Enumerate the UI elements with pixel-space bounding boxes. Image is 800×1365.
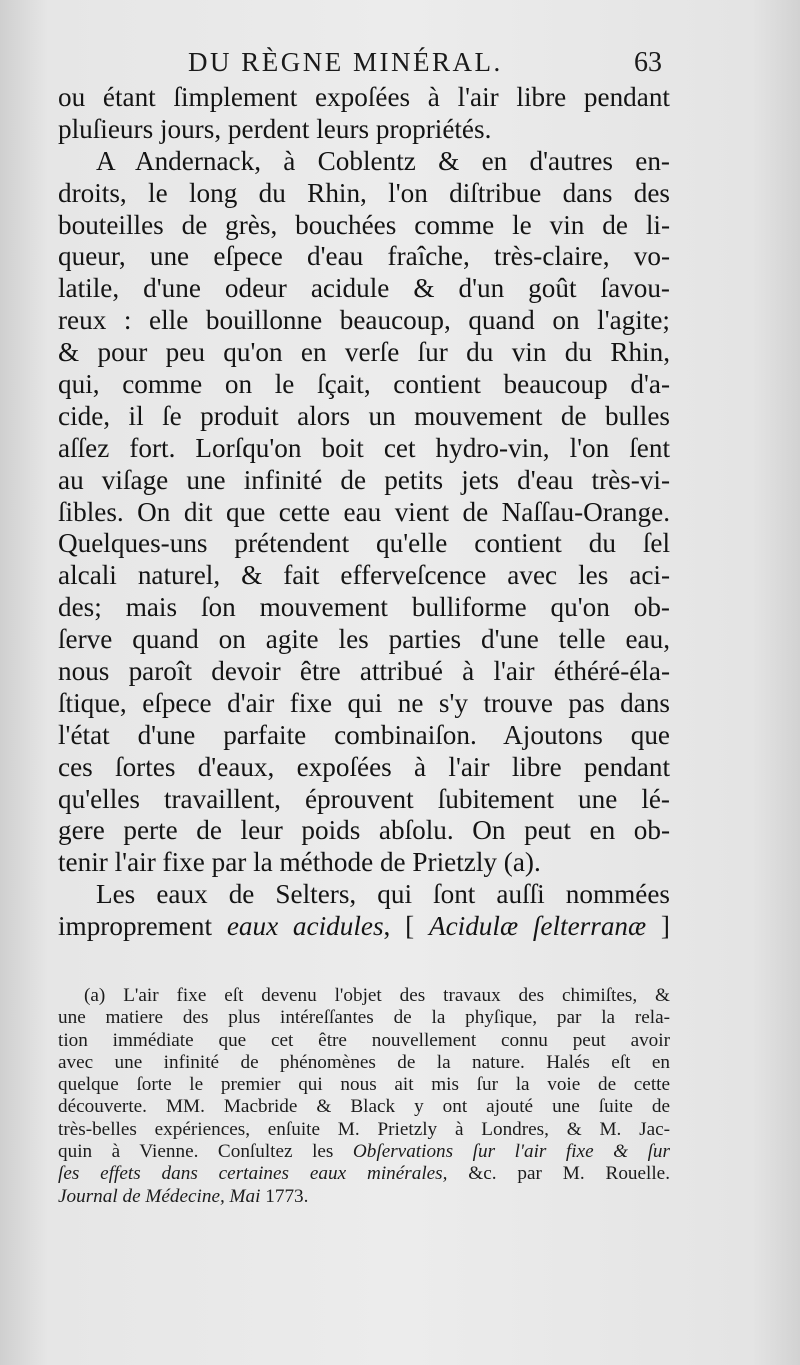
- italic-fragment: Journal de Médecine, Mai: [58, 1185, 261, 1207]
- text-fragment: , [: [383, 911, 429, 942]
- footnote-line: découverte. MM. Macbride & Black y ont ajouté une ſuite de: [58, 1096, 670, 1118]
- footnote-line: très-belles expériences, enſuite M. Prietzly à Londres, & M. Jac-: [58, 1118, 670, 1140]
- text-line: ces ſortes d'eaux, expoſées à l'air libre pendant: [58, 751, 670, 782]
- footnote: [58, 985, 670, 1208]
- text-line: ſtique, eſpece d'air fixe qui ne s'y trouve pas dans: [58, 687, 670, 718]
- text-line: ou étant ſimplement expoſées à l'air libre pendant: [58, 82, 670, 112]
- footnote-line: avec une infinité de phénomènes de la nature. Halés eſt en: [58, 1051, 670, 1073]
- text-line: tenir l'air fixe par la méthode de Prietzly (a).: [58, 847, 541, 878]
- text-line: cide, il ſe produit alors un mouvement de bulles: [58, 400, 670, 431]
- text-line: reux : elle bouillonne beaucoup, quand on l'agite;: [58, 305, 670, 336]
- text-line: l'état d'une parfaite combinaiſon. Ajoutons que: [58, 719, 670, 750]
- text-line: aſſez fort. Lorſqu'on boit cet hydro-vin, l'on ſent: [58, 432, 670, 463]
- italic-fragment: Obſervations ſur l'air fixe & ſur: [352, 1141, 670, 1163]
- text-line: gere perte de leur poids abſolu. On peut en ob-: [58, 815, 670, 846]
- footnote-line-mixed: [58, 1186, 670, 1208]
- text-line: A Andernack, à Coblentz & en d'autres en-: [96, 145, 670, 176]
- page-header: [58, 47, 662, 85]
- text-fragment: &c. par M. Rouelle.: [447, 1163, 670, 1185]
- running-title: DU RÈGNE MINÉRAL.: [188, 47, 503, 77]
- page-number: 63: [634, 47, 662, 78]
- footnote-line: tion immédiate que cet être nouvellement connu peut avoir: [58, 1029, 670, 1051]
- italic-fragment: ſes effets dans certaines eaux minérales,: [58, 1163, 448, 1185]
- footnote-line: une matiere des plus intéreſſantes de la phyſique, par la rela-: [58, 1007, 670, 1029]
- text-line: Les eaux de Selters, qui ſont auſſi nommées: [96, 879, 670, 910]
- text-line: des; mais ſon mouvement bulliforme qu'on ob-: [58, 592, 670, 623]
- text-fragment: ]: [646, 911, 670, 942]
- text-fragment: quin à Vienne. Conſultez les: [58, 1141, 353, 1163]
- text-line: qu'elles travaillent, éprouvent ſubitement une lé-: [58, 783, 670, 814]
- text-line: nous paroît devoir être attribué à l'air éthéré-éla-: [58, 656, 670, 687]
- footnote-line: (a) L'air fixe eſt devenu l'objet des travaux des chimiſtes, &: [84, 985, 670, 1006]
- footnote-line-mixed: [58, 1141, 670, 1163]
- text-fragment: improprement: [58, 911, 227, 942]
- text-line: qui, comme on le ſçait, contient beaucoup d'a-: [58, 369, 670, 400]
- text-line: au viſage une infinité de petits jets d'eau très-vi-: [58, 464, 670, 495]
- body-text: [58, 82, 670, 943]
- text-line: pluſieurs jours, perdent leurs propriétés.: [58, 113, 492, 144]
- footnote-line-mixed: [58, 1163, 670, 1185]
- text-line: alcali naturel, & fait effervеſcence avec les aci-: [58, 560, 670, 591]
- italic-fragment: Acidulæ ſelterranæ: [428, 911, 647, 942]
- text-line: ſerve quand on agite les parties d'une telle eau,: [58, 624, 670, 655]
- text-line: & pour peu qu'on en verſe ſur du vin du Rhin,: [58, 337, 670, 368]
- text-line: latile, d'une odeur acidule & d'un goût ſavou-: [58, 273, 670, 304]
- footnote-line: quelque ſorte le premier qui nous ait mis ſur la voie de cette: [58, 1074, 670, 1096]
- text-line-mixed: [58, 911, 670, 943]
- text-line: droits, le long du Rhin, l'on diſtribue dans des: [58, 177, 670, 208]
- text-fragment: 1773.: [260, 1185, 309, 1207]
- text-line: queur, une eſpece d'eau fraîche, très-claire, vo-: [58, 241, 670, 272]
- text-line: bouteilles de grès, bouchées comme le vin de li-: [58, 209, 670, 240]
- italic-fragment: eaux acidules: [226, 911, 384, 942]
- text-line: Quelques-uns prétendent qu'elle contient du ſel: [58, 528, 670, 559]
- text-line: ſibles. On dit que cette eau vient de Naſſau-Orange.: [58, 496, 670, 527]
